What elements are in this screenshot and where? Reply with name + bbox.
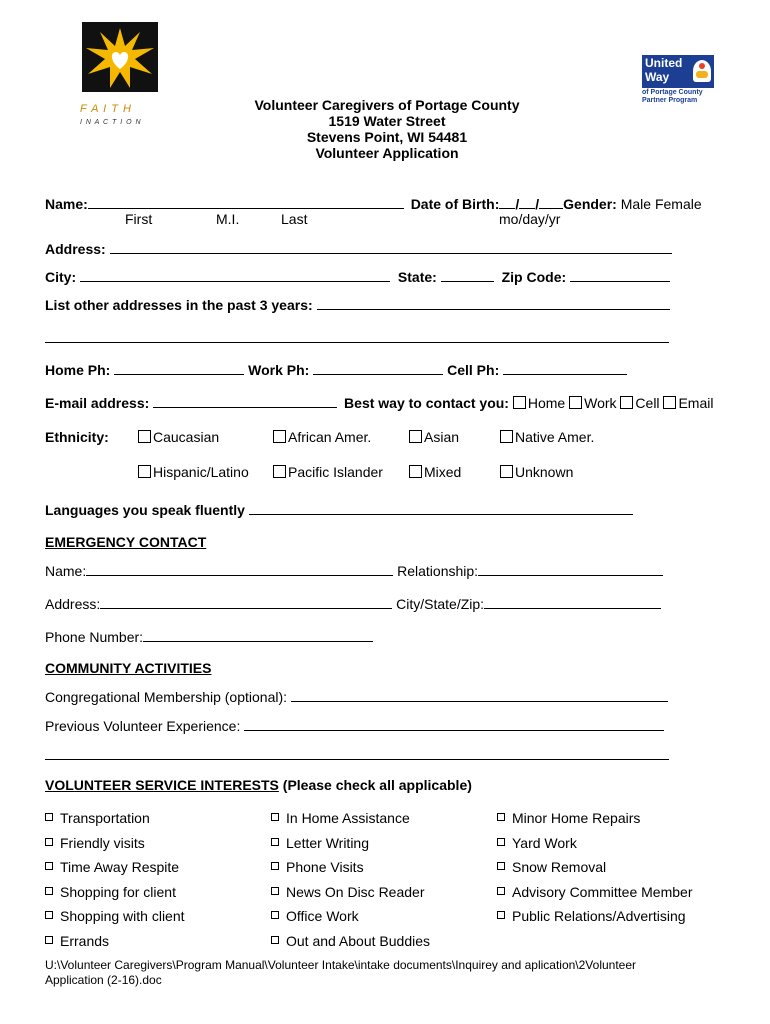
- contact-home-checkbox[interactable]: [513, 396, 526, 409]
- org-name: Volunteer Caregivers of Portage County: [254, 97, 520, 113]
- ethnicity-mixed[interactable]: Mixed: [409, 464, 461, 480]
- email-label: E-mail address:: [45, 395, 150, 411]
- city-field[interactable]: [80, 268, 390, 282]
- contact-cell-checkbox[interactable]: [620, 396, 633, 409]
- name-last-caption: Last: [281, 211, 308, 227]
- email-field[interactable]: [153, 394, 337, 408]
- name-field[interactable]: [88, 195, 404, 209]
- dob-caption: mo/day/yr: [499, 211, 561, 227]
- hand-icon: [693, 60, 711, 82]
- emergency-phone-row: [45, 628, 373, 645]
- congregation-field[interactable]: [291, 688, 668, 702]
- interest-minor-home-repairs[interactable]: Minor Home Repairs: [497, 810, 640, 826]
- emergency-phone-label: Phone Number:: [45, 629, 144, 645]
- congregation-label: Congregational Membership (optional):: [45, 689, 288, 705]
- city-row: [45, 268, 670, 285]
- phone-row: [45, 361, 627, 378]
- work-ph-label: Work Ph:: [248, 362, 310, 378]
- previous-volunteer-label: Previous Volunteer Experience:: [45, 718, 241, 734]
- interest-errands[interactable]: Errands: [45, 933, 109, 949]
- state-field[interactable]: [441, 268, 494, 282]
- sun-heart-icon: [80, 22, 160, 94]
- faith-in-action-logo: [80, 22, 160, 132]
- page-title: Volunteer Application: [315, 145, 459, 161]
- ethnicity-pacific-islander[interactable]: Pacific Islander: [273, 464, 383, 480]
- ethnicity-label: Ethnicity:: [45, 429, 109, 445]
- languages-label: Languages you speak fluently: [45, 502, 245, 518]
- other-addresses-row: [45, 296, 670, 313]
- best-way-label: Best way to contact you:: [344, 395, 509, 411]
- emergency-name-label: Name:: [45, 563, 87, 579]
- interest-news-on-disc-reader[interactable]: News On Disc Reader: [271, 884, 425, 900]
- previous-volunteer-field-2[interactable]: [45, 746, 669, 760]
- other-addresses-field[interactable]: [317, 296, 670, 310]
- united-way-logo: United Way of Portage County Partner Program: [642, 55, 732, 110]
- emergency-name-row: [45, 562, 663, 579]
- name-first-caption: First: [125, 211, 153, 227]
- dob-label: Date of Birth:: [410, 196, 500, 212]
- interest-in-home-assistance[interactable]: In Home Assistance: [271, 810, 410, 826]
- interest-office-work[interactable]: Office Work: [271, 908, 359, 924]
- name-mi-caption: M.I.: [216, 211, 240, 227]
- citystatezip-field[interactable]: [484, 595, 661, 609]
- emergency-name-field[interactable]: [86, 562, 393, 576]
- in-action-wordmark: I N A C T I O N: [80, 119, 142, 126]
- community-activities-heading: COMMUNITY ACTIVITIES: [45, 660, 212, 676]
- dob-month-field[interactable]: [499, 195, 515, 209]
- org-city: Stevens Point, WI 54481: [306, 129, 468, 145]
- city-label: City:: [45, 269, 77, 285]
- name-row: Name: Date of Birth: / / Gender: Male Female: [45, 196, 702, 212]
- interest-advisory-committee-member[interactable]: Advisory Committee Member: [497, 884, 693, 900]
- interest-snow-removal[interactable]: Snow Removal: [497, 859, 606, 875]
- contact-options: Home Work Cell Email: [513, 395, 714, 411]
- relationship-field[interactable]: [478, 562, 663, 576]
- united-way-badge: United Way: [642, 55, 714, 88]
- languages-row: [45, 501, 633, 518]
- ethnicity-asian[interactable]: Asian: [409, 429, 459, 445]
- dob-year-field[interactable]: [539, 195, 563, 209]
- interest-out-and-about-buddies[interactable]: Out and About Buddies: [271, 933, 430, 949]
- other-addresses-field-2[interactable]: [45, 329, 669, 343]
- faith-wordmark: F A I T H: [80, 103, 132, 115]
- zip-field[interactable]: [570, 268, 670, 282]
- emergency-address-field[interactable]: [100, 595, 392, 609]
- interest-yard-work[interactable]: Yard Work: [497, 835, 577, 851]
- congregation-row: [45, 688, 668, 705]
- ethnicity-native-amer[interactable]: Native Amer.: [500, 429, 594, 445]
- relationship-label: Relationship:: [397, 563, 479, 579]
- ethnicity-hispanic-latino[interactable]: Hispanic/Latino: [138, 464, 249, 480]
- emergency-contact-heading: EMERGENCY CONTACT: [45, 534, 207, 550]
- interests-heading: VOLUNTEER SERVICE INTERESTS (Please check all applicable): [45, 777, 472, 793]
- address-row: [45, 240, 672, 257]
- previous-volunteer-row: [45, 717, 664, 734]
- zip-label: Zip Code:: [501, 269, 567, 285]
- contact-work-checkbox[interactable]: [569, 396, 582, 409]
- home-ph-field[interactable]: [114, 361, 244, 375]
- address-field[interactable]: [110, 240, 672, 254]
- home-ph-label: Home Ph:: [45, 362, 111, 378]
- interest-public-relations-advertising[interactable]: Public Relations/Advertising: [497, 908, 686, 924]
- ethnicity-african-amer[interactable]: African Amer.: [273, 429, 371, 445]
- languages-field[interactable]: [249, 501, 633, 515]
- interest-time-away-respite[interactable]: Time Away Respite: [45, 859, 179, 875]
- gender-label: Gender:: [563, 196, 617, 212]
- address-label: Address:: [45, 241, 106, 257]
- interest-shopping-for-client[interactable]: Shopping for client: [45, 884, 176, 900]
- cell-ph-label: Cell Ph:: [447, 362, 500, 378]
- dob-day-field[interactable]: [519, 195, 535, 209]
- work-ph-field[interactable]: [313, 361, 443, 375]
- gender-options[interactable]: Male Female: [620, 196, 702, 212]
- file-path-line-2: Application (2-16).doc: [45, 973, 162, 987]
- contact-email-checkbox[interactable]: [663, 396, 676, 409]
- email-row: [45, 394, 713, 411]
- emergency-address-label: Address:: [45, 596, 101, 612]
- interest-phone-visits[interactable]: Phone Visits: [271, 859, 364, 875]
- interest-transportation[interactable]: Transportation: [45, 810, 150, 826]
- interest-shopping-with-client[interactable]: Shopping with client: [45, 908, 185, 924]
- citystatezip-label: City/State/Zip:: [396, 596, 485, 612]
- emergency-address-row: [45, 595, 661, 612]
- file-path-line-1: U:\Volunteer Caregivers\Program Manual\Volunteer Intake\intake documents\Inquirey and aplication\2Volunteer: [45, 958, 637, 972]
- name-label: Name:: [45, 196, 88, 212]
- org-street: 1519 Water Street: [328, 113, 446, 129]
- state-label: State:: [397, 269, 437, 285]
- interest-letter-writing[interactable]: Letter Writing: [271, 835, 369, 851]
- ethnicity-caucasian[interactable]: Caucasian: [138, 429, 219, 445]
- other-addresses-label: List other addresses in the past 3 years:: [45, 297, 313, 313]
- cell-ph-field[interactable]: [503, 361, 627, 375]
- previous-volunteer-field[interactable]: [244, 717, 664, 731]
- interest-friendly-visits[interactable]: Friendly visits: [45, 835, 145, 851]
- ethnicity-unknown[interactable]: Unknown: [500, 464, 573, 480]
- emergency-phone-field[interactable]: [143, 628, 373, 642]
